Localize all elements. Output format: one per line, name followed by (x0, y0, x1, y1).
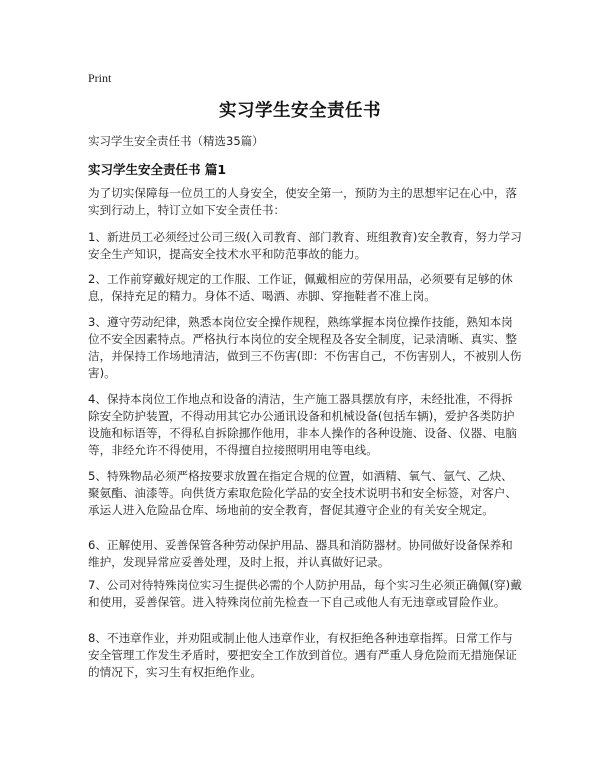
page-title: 实习学生安全责任书 (219, 101, 381, 121)
intro-paragraph: 为了切实保障每一位员工的人身安全，使安全第一，预防为主的思想牢记在心中，落实到行动上，特订立如下安全责任书： (88, 186, 517, 217)
clause-paragraph-2: 2、工作前穿戴好规定的工作服、工作证，佩戴相应的劳保用品，必须要有足够的休息，保持充足的精力。身体不适、喝酒、赤脚、穿拖鞋者不准上岗。 (88, 272, 513, 303)
clause-paragraph-3: 3、遵守劳动纪律，熟悉本岗位安全操作规程，熟练掌握本岗位操作技能，熟知本岗位不安全因素特点。严格执行本岗位的安全规程及各安全制度，记录清晰、真实、整洁，并保持工作场地清洁，做到三不伤害(即：不伤害自己，不伤害别人，不被别人伤害)。 (88, 315, 522, 380)
clause-paragraph-6: 6、正解使用、妥善保管各种劳动保护用品、器具和消防器材。协同做好设备保养和维护，发现异常应妥善处理，及时上报，并认真做好记录。 (88, 538, 513, 569)
section-heading: 实习学生安全责任书 篇1 (88, 162, 227, 177)
document-subtitle: 实习学生安全责任书（精选35篇） (88, 134, 264, 148)
clause-paragraph-1: 1、新进员工必须经过公司三级(入司教育、部门教育、班组教育)安全教育，努力学习安全生产知识，提高安全技术水平和防范事故的能力。 (88, 230, 522, 261)
clause-paragraph-5: 5、特殊物品必须严格按要求放置在指定合规的位置，如酒精、氧气、氩气、乙炔、聚氨酯、油漆等。向供货方索取危险化学品的安全技术说明书和安全标签，对客户、承运人进入危险品仓库、场地前的安全教育，督促其遵守企业的有关安全规定。 (88, 469, 517, 517)
clause-paragraph-4: 4、保持本岗位工作地点和设备的清洁，生产施工器具摆放有序，未经批准，不得拆除安全防护装置，不得动用其它办公通讯设备和机械设备(包括车辆)，爱护各类防护设施和标语等，不得私自拆除挪作他用，非本人操作的各种设施、设备、仪器、电脑等，非经允许不得使用，不得擅自拉接照明用电等电线。 (88, 392, 517, 457)
print-link[interactable]: Print (88, 71, 112, 85)
clause-paragraph-8: 8、不违章作业，并劝阻或制止他人违章作业，有权拒绝各种违章指挥。日常工作与安全管理工作发生矛盾时，要把安全工作放到首位。遇有严重人身危险而无措施保证的情况下，实习生有权拒绝作业。 (88, 631, 517, 679)
clause-paragraph-7: 7、公司对待特殊岗位实习生提供必需的个人防护用品，每个实习生必须正确佩(穿)戴和使用，妥善保管。进入特殊岗位前先检查一下自己或他人有无违章或冒险作业。 (88, 578, 522, 609)
